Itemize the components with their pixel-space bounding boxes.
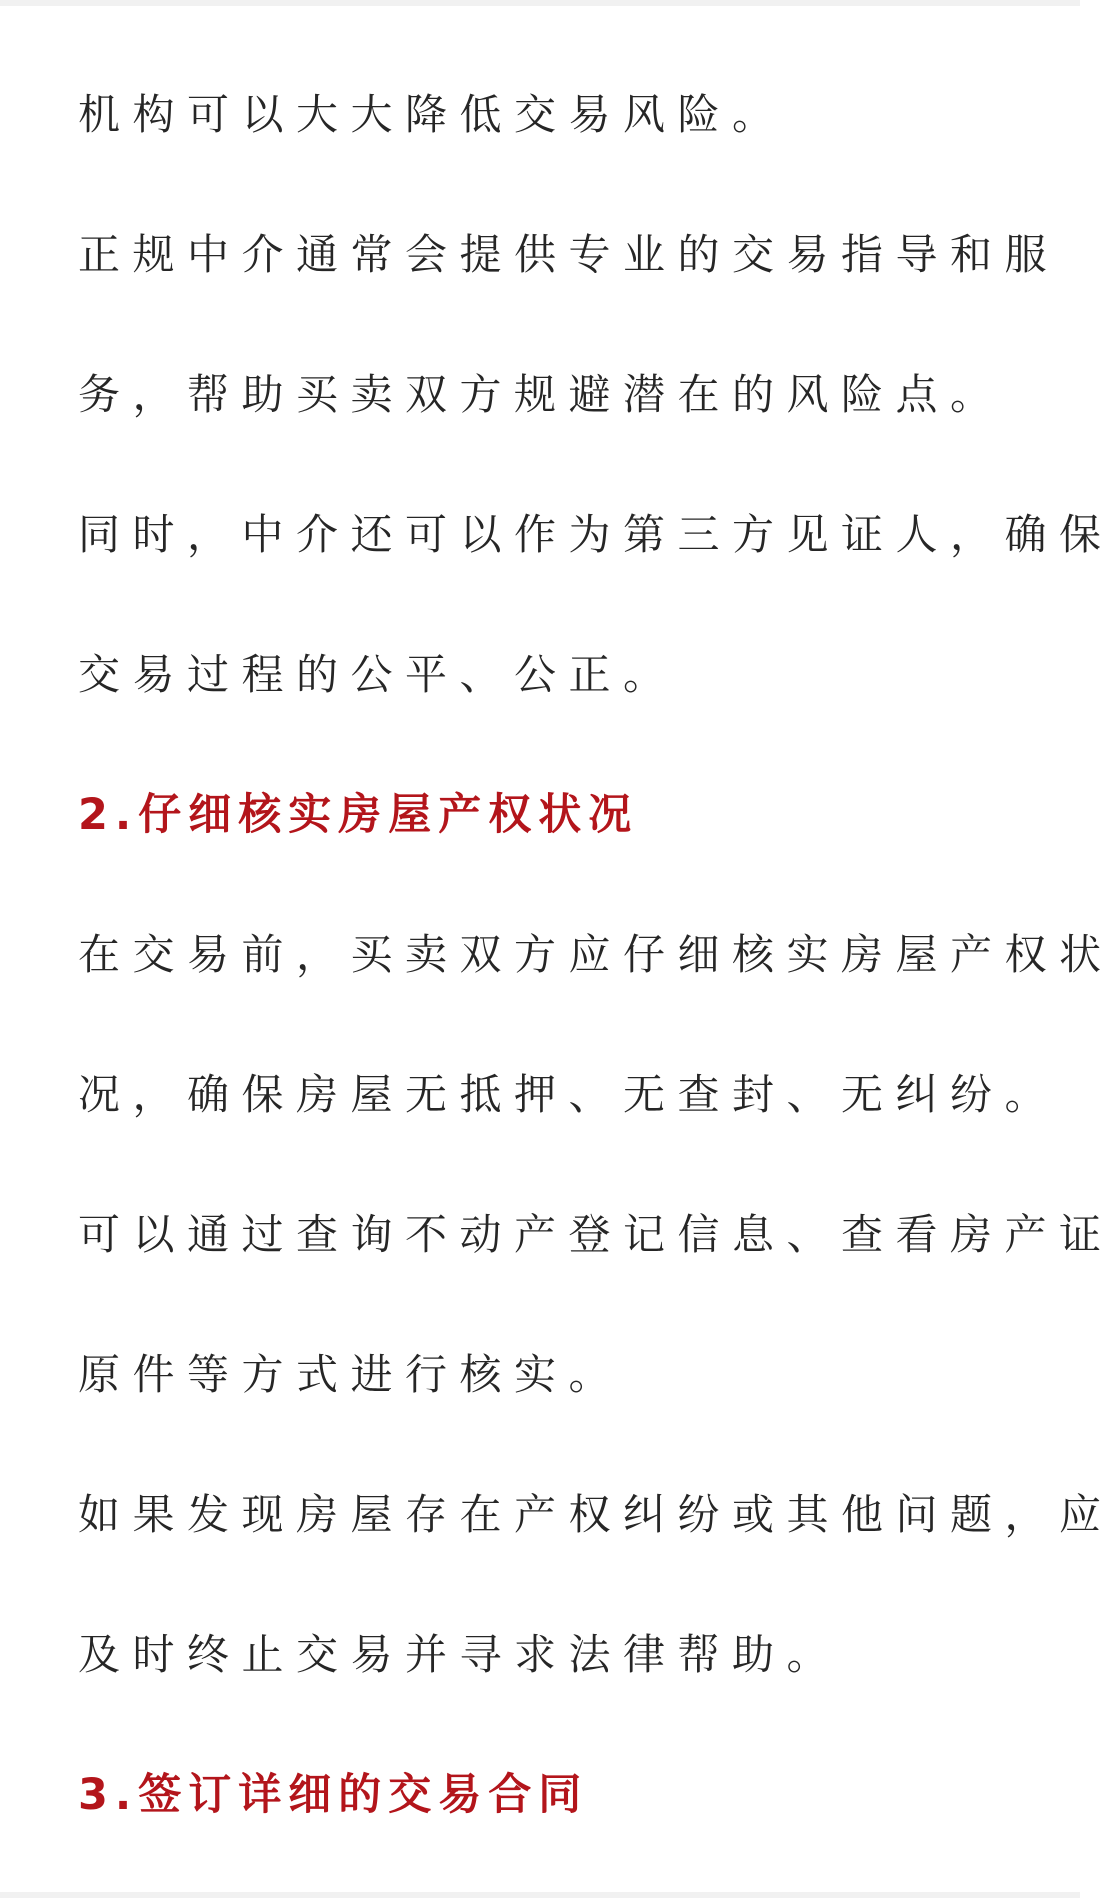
section-heading: 2.仔细核实房屋产权状况 xyxy=(78,790,639,840)
paragraph-line: 交易过程的公平、公正。 xyxy=(78,650,678,699)
paragraph-line: 务，帮助买卖双方规避潜在的风险点。 xyxy=(78,370,1005,419)
paragraph-line: 原件等方式进行核实。 xyxy=(78,1350,624,1399)
article-body xyxy=(78,82,1114,1902)
paragraph-line: 同时，中介还可以作为第三方见证人，确保 xyxy=(78,510,1114,559)
paragraph-line: 在交易前，买卖双方应仔细核实房屋产权状 xyxy=(78,930,1114,979)
top-divider xyxy=(0,0,1080,6)
paragraph-line: 如果发现房屋存在产权纠纷或其他问题，应 xyxy=(78,1490,1114,1539)
paragraph-line: 可以通过查询不动产登记信息、查看房产证 xyxy=(78,1210,1114,1259)
paragraph-line: 及时终止交易并寻求法律帮助。 xyxy=(78,1630,842,1679)
section-heading: 3.签订详细的交易合同 xyxy=(78,1770,589,1820)
paragraph-line: 正规中介通常会提供专业的交易指导和服 xyxy=(78,230,1060,279)
bottom-divider xyxy=(0,1892,1080,1898)
paragraph-line: 况，确保房屋无抵押、无查封、无纠纷。 xyxy=(78,1070,1060,1119)
paragraph-line: 机构可以大大降低交易风险。 xyxy=(78,90,787,139)
